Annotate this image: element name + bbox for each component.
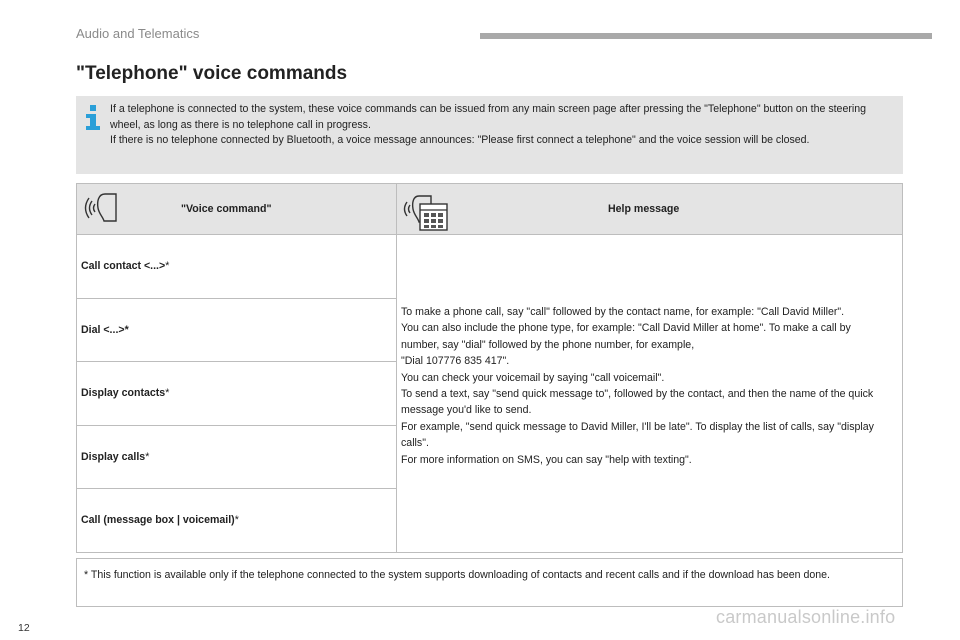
watermark: carmanualsonline.info — [716, 607, 896, 627]
command-label: Dial <...>* — [81, 324, 129, 336]
help-line: "Dial 107776 835 417". — [401, 355, 510, 368]
voice-command-table — [76, 183, 903, 553]
voice-command-column-header — [77, 184, 397, 234]
page-number: 12 — [18, 622, 30, 634]
footnote-text: * This function is available only if the telephone connected to the system supports downloading of contacts and recent calls and if the download has been done. — [84, 569, 830, 581]
help-line: For example, "send quick message to David Miller, I'll be late". To display the list of calls, say "display calls". — [401, 420, 874, 450]
command-row-display-calls — [77, 425, 396, 488]
info-line: If a telephone is connected to the system, these voice commands can be issued from any main screen page after pressing the "Telephone" button on the steering wheel, as long as there is no telephone call in progress. — [110, 103, 867, 131]
help-line: For more information on SMS, you can say "help with texting". — [401, 453, 692, 466]
command-label: Display calls* — [81, 451, 150, 463]
command-label: Call (message box | voicemail)* — [81, 514, 239, 526]
help-message-column-header — [397, 184, 902, 234]
footnote-box — [76, 558, 903, 607]
info-text — [110, 102, 896, 149]
header-section-title: Audio and Telematics — [76, 26, 200, 41]
command-row-call-contact — [77, 234, 396, 297]
command-label: Display contacts* — [81, 387, 170, 399]
help-line: To send a text, say "send quick message to", followed by the contact, and then the name of the quick message you'd like to send. — [401, 388, 874, 417]
info-icon — [86, 105, 100, 131]
help-message-icon — [403, 190, 449, 232]
command-row-call-voicemail — [77, 488, 396, 551]
help-line: You can check your voicemail by saying "call voicemail". — [401, 371, 665, 384]
help-message-header-label: Help message — [608, 203, 680, 215]
help-line: You can also include the phone type, for example: "Call David Miller at home". To make a call by number, say "dial" followed by the phone number, for example, — [401, 322, 851, 351]
voice-command-header-label: "Voice command" — [181, 203, 272, 215]
command-row-display-contacts — [77, 361, 396, 424]
page-title: "Telephone" voice commands — [76, 63, 348, 84]
header-rule — [480, 33, 932, 39]
help-message-cell — [397, 234, 902, 552]
help-line: To make a phone call, say "call" followed by the contact name, for example: "Call David Miller". — [401, 306, 845, 318]
info-box — [76, 96, 903, 174]
help-message-text — [401, 304, 891, 468]
command-row-dial — [77, 298, 396, 361]
info-line: If there is no telephone connected by Bluetooth, a voice message announces: "Please first connect a telephone" and the voice session will be closed. — [110, 134, 810, 146]
voice-command-list — [77, 234, 397, 552]
command-label: Call contact <...>* — [81, 260, 170, 272]
voice-command-icon — [83, 190, 119, 228]
